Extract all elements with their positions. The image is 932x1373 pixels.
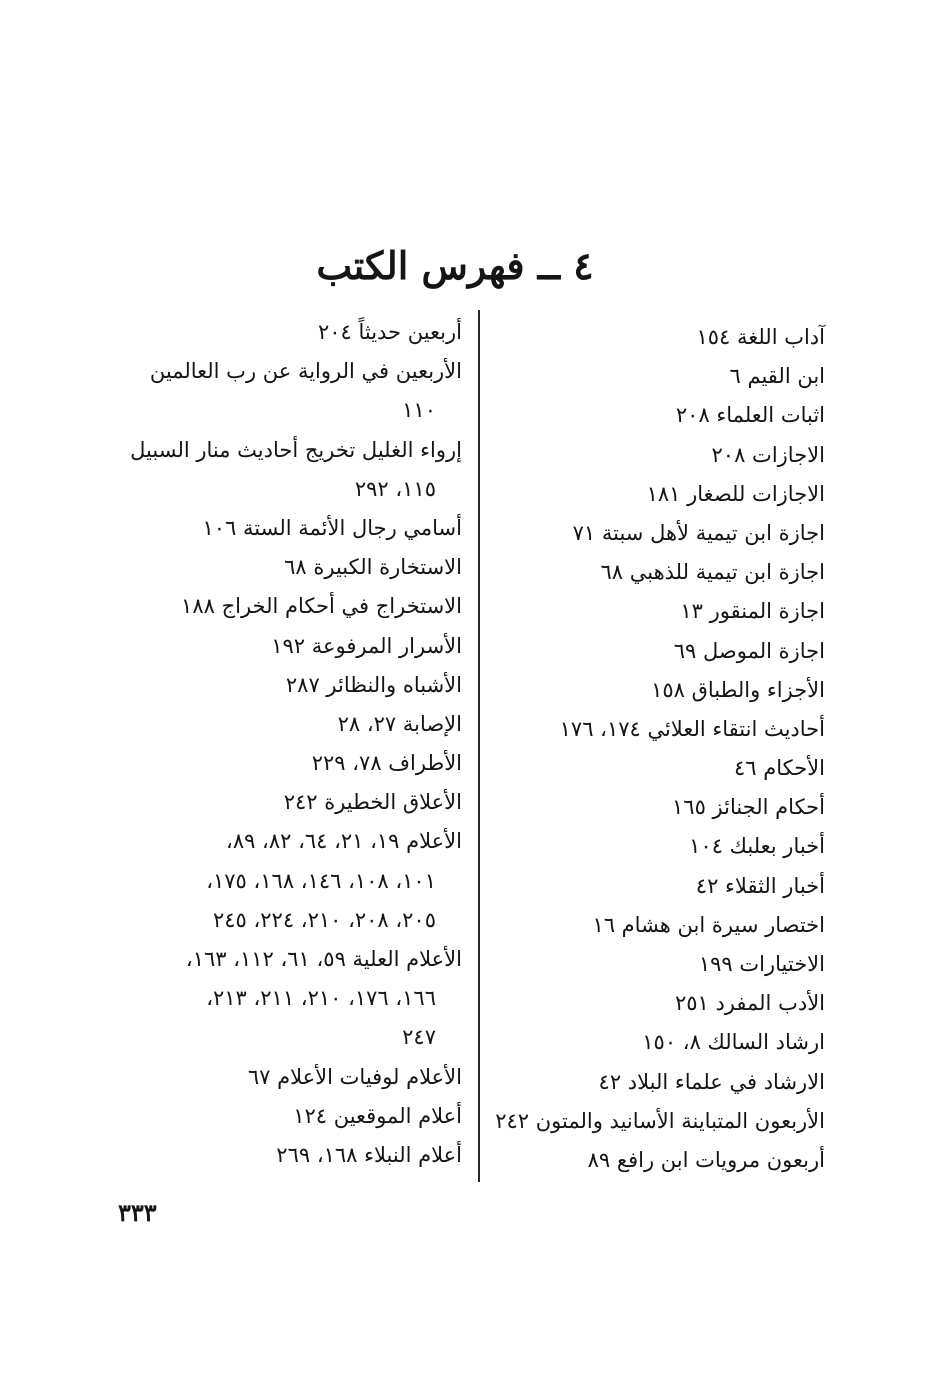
index-entry: أسامي رجال الأئمة الستة ١٠٦: [202, 515, 462, 540]
page-title: ٤ ــ فهرس الكتب: [316, 243, 594, 288]
index-entry: الأشباه والنظائر ٢٨٧: [285, 672, 462, 697]
index-entry: أربعين حديثاً ٢٠٤: [317, 320, 462, 344]
index-entry: إرواء الغليل تخريج أحاديث منار السبيل: [130, 437, 462, 462]
index-entry: أعلام الموقعين ١٢٤: [293, 1103, 462, 1128]
index-entry: اجازة ابن تيمية للذهبي ٦٨: [600, 560, 825, 585]
index-entry: ابن القيم ٦: [729, 364, 825, 389]
index-entry: الاستخراج في أحكام الخراج ١٨٨: [181, 594, 462, 619]
index-entry: أحاديث انتقاء العلائي ١٧٤، ١٧٦: [559, 716, 825, 741]
index-entry: أعلام النبلاء ١٦٨، ٢٦٩: [276, 1142, 462, 1167]
index-entry: الاجازات للصغار ١٨١: [646, 481, 825, 506]
index-entry: الاختيارات ١٩٩: [698, 952, 825, 976]
index-entry-continuation: ١١٠: [402, 398, 436, 423]
index-entry: اجازة المنقور ١٣: [680, 599, 825, 624]
index-entry: الأطراف ٧٨، ٢٢٩: [311, 751, 462, 776]
index-entry-continuation: ٢٤٧: [402, 1025, 436, 1050]
index-entry-continuation: ٢٠٥، ٢٠٨، ٢١٠، ٢٢٤، ٢٤٥: [212, 907, 436, 932]
index-entry: الأعلام ١٩، ٢١، ٦٤، ٨٢، ٨٩،: [226, 829, 462, 854]
index-entry: اثبات العلماء ٢٠٨: [675, 403, 825, 428]
index-entry: آداب اللغة ١٥٤: [696, 325, 825, 349]
index-entry-continuation: ١٠١، ١٠٨، ١٤٦، ١٦٨، ١٧٥،: [206, 868, 436, 893]
index-entry: ارشاد السالك ٨، ١٥٠: [642, 1030, 825, 1055]
index-entry: اجازة الموصل ٦٩: [673, 638, 825, 663]
index-entry: الاستخارة الكبيرة ٦٨: [284, 555, 462, 580]
index-entry: الأحكام ٤٦: [733, 756, 825, 781]
index-entry: الارشاد في علماء البلاد ٤٢: [598, 1069, 825, 1094]
index-entry: أخبار الثقلاء ٤٢: [695, 873, 825, 898]
index-entry: الأعلاق الخطيرة ٢٤٢: [283, 790, 462, 815]
column-divider: [478, 310, 480, 1182]
index-entry: أربعون مرويات ابن رافع ٨٩: [587, 1147, 825, 1172]
index-entry-continuation: ١١٥، ٢٩٢: [354, 476, 436, 501]
index-entry: اختصار سيرة ابن هشام ١٦: [592, 912, 825, 937]
index-entry: الأربعون المتباينة الأسانيد والمتون ٢٤٢: [495, 1108, 825, 1133]
index-entry: الأعلام لوفيات الأعلام ٦٧: [247, 1064, 462, 1089]
index-column-left: [130, 313, 462, 1175]
index-entry: الأربعين في الرواية عن رب العالمين: [149, 359, 462, 384]
index-entry: الأعلام العلية ٥٩، ٦١، ١١٢، ١٦٣،: [185, 947, 462, 971]
index-column-right: [495, 318, 825, 1180]
page-number: ٣٣٣: [118, 1198, 157, 1227]
index-entry: الاجازات ٢٠٨: [711, 442, 825, 467]
index-entry: الأجزاء والطباق ١٥٨: [651, 677, 825, 702]
index-entry: أخبار بعلبك ١٠٤: [689, 834, 825, 859]
index-entry: اجازة ابن تيمية لأهل سبتة ٧١: [572, 520, 825, 545]
index-entry: أحكام الجنائز ١٦٥: [672, 795, 825, 820]
index-entry: الأدب المفرد ٢٥١: [674, 991, 825, 1016]
index-entry: الإصابة ٢٧، ٢٨: [337, 711, 462, 736]
index-entry: الأسرار المرفوعة ١٩٢: [271, 633, 462, 658]
index-entry-continuation: ١٦٦، ١٧٦، ٢١٠، ٢١١، ٢١٣،: [206, 986, 436, 1011]
